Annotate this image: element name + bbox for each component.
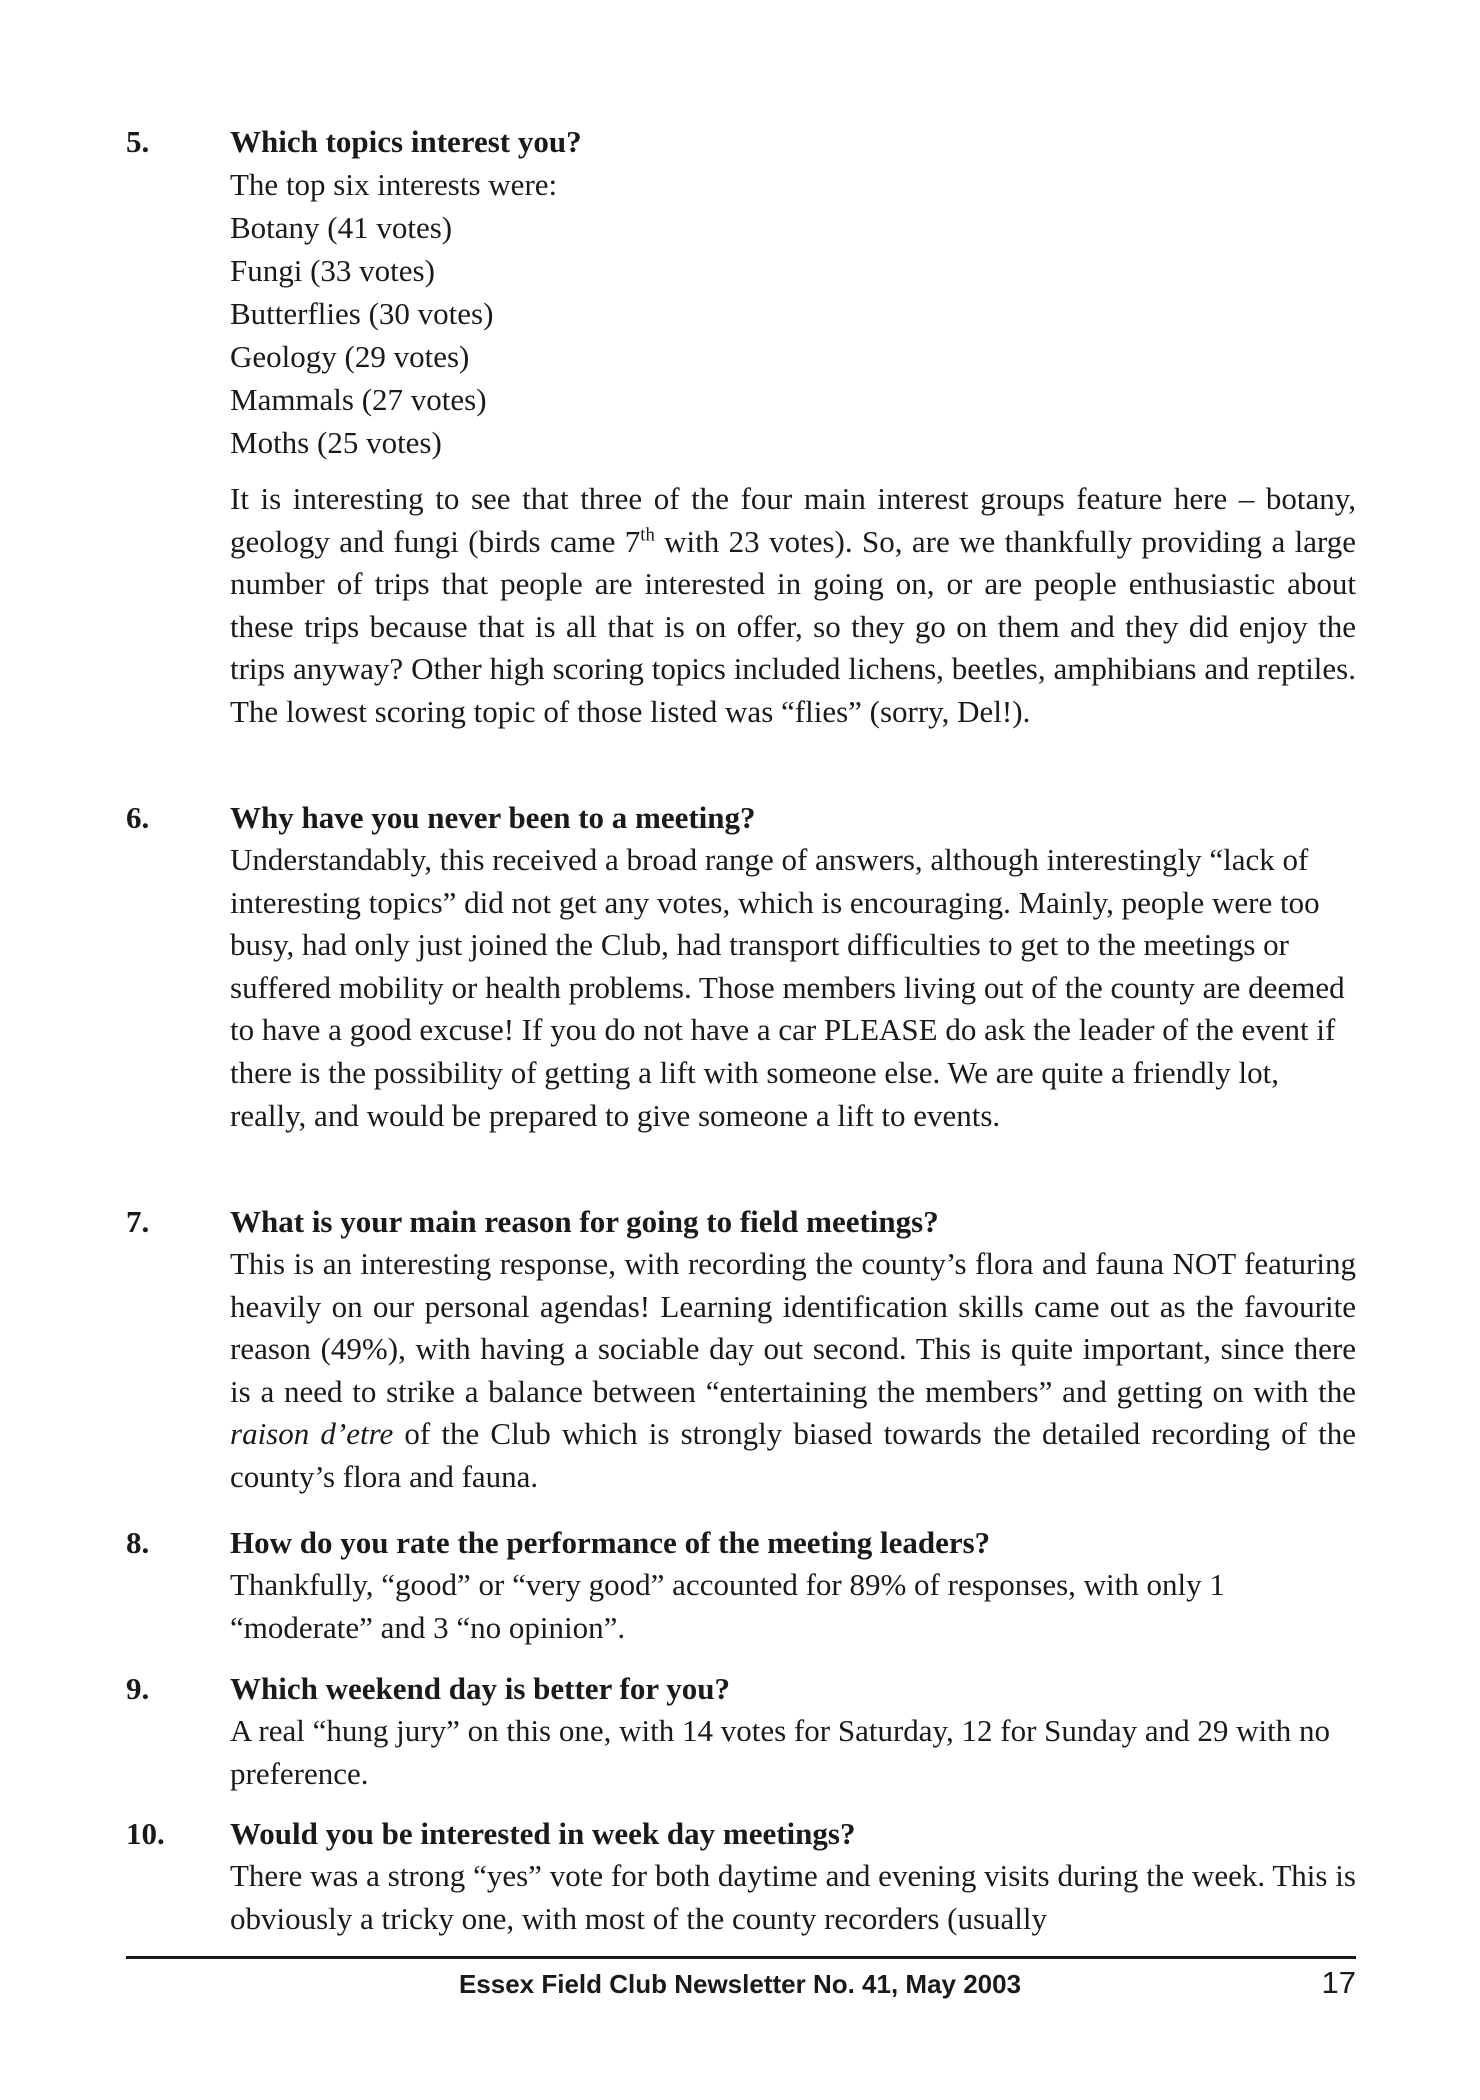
section-number: 7. [126, 1204, 150, 1239]
superscript: th [640, 524, 655, 546]
list-item: Botany (41 votes) [230, 210, 453, 245]
section-body [230, 1521, 1356, 1649]
section-question: How do you rate the performance of the meeting leaders? [230, 1525, 991, 1560]
section-question: What is your main reason for going to field meetings? [230, 1204, 939, 1239]
section-paragraph: Understandably, this received a broad range of answers, although interestingly “lack of interesting topics” did not get any votes, which is encouraging. Mainly, people were too busy, had only just joined the Club, had transport difficulties to get to the meetings or suffered mobility or health problems. Those members living out of the county are deemed to have a good excuse! If you do not have a car PLEASE do ask the leader of the event if there is the possibility of getting a lift with someone else. We are quite a friendly lot, really, and would be prepared to give someone a lift to events. [230, 842, 1345, 1133]
section-question: Which topics interest you? [230, 124, 582, 159]
section-number: 9. [126, 1671, 150, 1706]
section-paragraph: There was a strong “yes” vote for both daytime and evening visits during the week. This is obviously a tricky one, with most of the county recorders (usually [230, 1858, 1356, 1936]
list-item: Fungi (33 votes) [230, 253, 435, 288]
paragraph-text: of the Club which is strongly biased towards the detailed recording of the county’s flora and fauna. [230, 1416, 1357, 1494]
section-question: Why have you never been to a meeting? [230, 800, 756, 835]
section-body [230, 796, 1356, 1137]
section-body [230, 1667, 1356, 1795]
list-item: Mammals (27 votes) [230, 382, 487, 417]
page-number: 17 [1321, 1965, 1356, 2000]
section-number: 5. [126, 124, 150, 159]
list-item: Moths (25 votes) [230, 425, 442, 460]
section-body [230, 1812, 1356, 1940]
section-body [230, 1200, 1356, 1499]
section-number: 6. [126, 800, 150, 835]
section-paragraph [230, 478, 1356, 734]
section-number: 10. [126, 1816, 165, 1851]
footer-rule [126, 1956, 1356, 1959]
section-paragraph: A real “hung jury” on this one, with 14 votes for Saturday, 12 for Sunday and 29 with no preference. [230, 1713, 1331, 1791]
section-paragraph [230, 1243, 1356, 1499]
paragraph-text: This is an interesting response, with recording the county’s flora and fauna NOT featuring heavily on our personal agendas! Learning identification skills came out as the favourite reason (49%), with having a sociable day out second. This is quite important, since there is a need to strike a balance between “entertaining the members” and getting on with the [230, 1246, 1356, 1409]
list-item: Geology (29 votes) [230, 339, 470, 374]
footer-title: Essex Field Club Newsletter No. 41, May 2003 [458, 1969, 1022, 1999]
paragraph-text: with 23 votes). So, are we thankfully providing a large number of trips that people are interested in going on, or are people enthusiastic about these trips because that is all that is on offer, so they go on them and they did enjoy the trips anyway? Other high scoring topics included lichens, beetles, amphibians and reptiles. The lowest scoring topic of those listed was “flies” (sorry, Del!). [230, 523, 1357, 729]
list-intro: The top six interests were: [230, 167, 558, 202]
section-body [230, 120, 1356, 734]
section-question: Which weekend day is better for you? [230, 1671, 731, 1706]
section-paragraph: Thankfully, “good” or “very good” accounted for 89% of responses, with only 1 “moderate” and 3 “no opinion”. [230, 1567, 1225, 1645]
section-question: Would you be interested in week day meetings? [230, 1816, 856, 1851]
list-item: Butterflies (30 votes) [230, 296, 494, 331]
paragraph-text: It is interesting to see that three of the four main interest groups feature here – botany, geology and fungi (birds came 7 [230, 481, 1356, 559]
italic-phrase: raison d’etre [230, 1416, 394, 1452]
section-number: 8. [126, 1525, 150, 1560]
